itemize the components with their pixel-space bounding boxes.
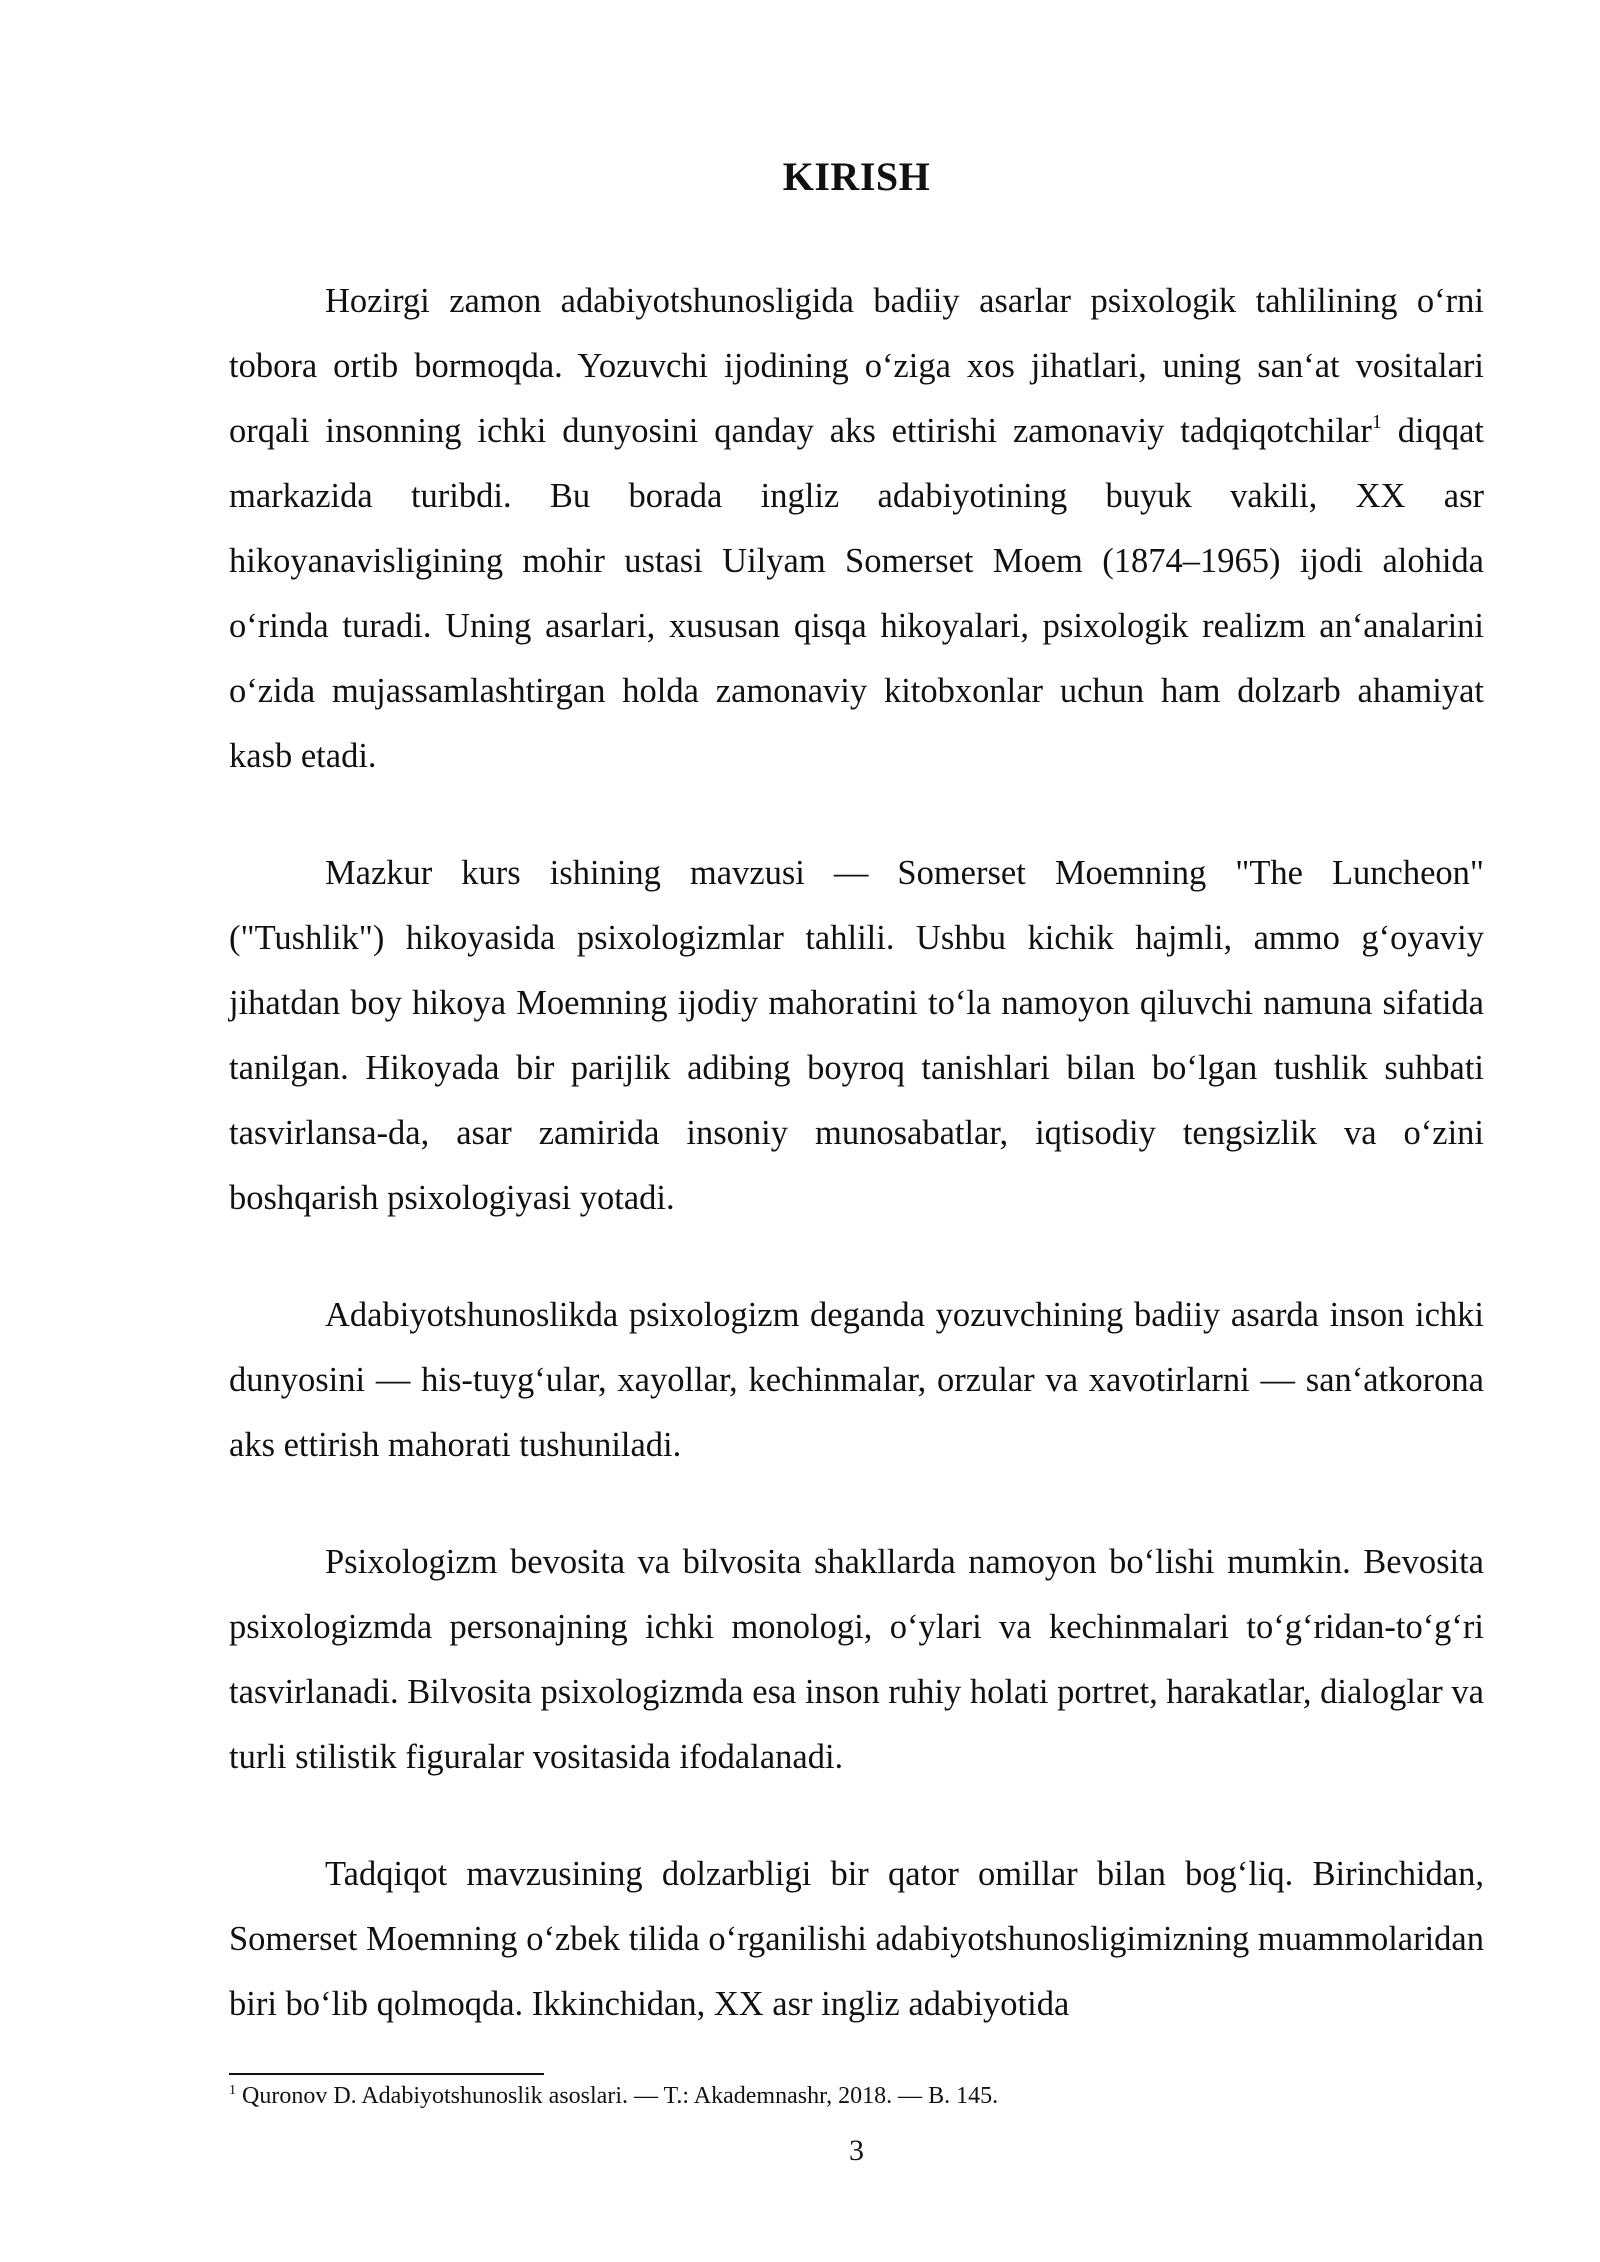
paragraph-1 xyxy=(229,269,1484,789)
paragraph-3: Adabiyotshunoslikda psixologizm deganda yozuvchining badiiy asarda inson ichki dunyosini — his-tuyg‘ular, xayollar, kechinmalar, orzular va xavotirlarni — san‘atkorona aks ettirish mahorati tushuniladi. xyxy=(229,1296,1484,1464)
paragraph-5: Tadqiqot mavzusining dolzarbligi bir qator omillar bilan bog‘liq. Birinchidan, Somerset Moemning o‘zbek tilida o‘rganilishi adabiyotshunosligimizning muammolaridan biri bo‘lib qolmoqda. Ikkinchidan, XX asr ingliz adabiyotida xyxy=(229,1855,1484,2023)
footnote-marker: 1 xyxy=(229,2083,236,2098)
footnote-text: Quronov D. Adabiyotshunoslik asoslari. — T.: Akademnashr, 2018. — B. 145. xyxy=(236,2083,999,2109)
body-text xyxy=(229,269,1484,2089)
paragraph-1-text-after: diqqat markazida turibdi. Bu borada ingliz adabiyotining buyuk vakili, XX asr hikoyanavisligining mohir ustasi Uilyam Somerset Moem (1874–1965) ijodi alohida o‘rinda turadi. Uning asarlari, xususan qisqa hikoyalari, psixologik realizm an‘analarini o‘zida mujassamlashtirgan holda zamonaviy kitobxonlar uchun ham dolzarb ahamiyat kasb etadi. xyxy=(229,412,1484,775)
paragraph-1-text-before: Hozirgi zamon adabiyotshunosligida badiiy asarlar psixologik tahlilining o‘rni tobora ortib bormoqda. Yozuvchi ijodining o‘ziga xos jihatlari, uning san‘at vositalari orqali insonning ichki dunyosini qanday aks ettirishi zamonaviy tadqiqotchilar xyxy=(229,282,1484,450)
page-number: 3 xyxy=(849,2134,864,2167)
paragraph-2: Mazkur kurs ishining mavzusi — Somerset Moemning "The Luncheon" ("Tushlik") hikoyasida psixologizmlar tahlili. Ushbu kichik hajmli, ammo g‘oyaviy jihatdan boy hikoya Moemning ijodiy mahoratini to‘la namoyon qiluvchi namuna sifatida tanilgan. Hikoyada bir parijlik adibing boyroq tanishlari bilan bo‘lgan tushlik suhbati tasvirlansa-da, asar zamirida insoniy munosabatlar, iqtisodiy tengsizlik va o‘zini boshqarish psixologiyasi yotadi. xyxy=(229,854,1484,1217)
paragraph-4: Psixologizm bevosita va bilvosita shakllarda namoyon bo‘lishi mumkin. Bevosita psixologizmda personajning ichki monologi, o‘ylari va kechinmalari to‘g‘ridan-to‘g‘ri tasvirlanadi. Bilvosita psixologizmda esa inson ruhiy holati portret, harakatlar, dialoglar va turli stilistik figuralar vositasida ifodalanadi. xyxy=(229,1543,1484,1776)
footnote-separator xyxy=(229,2073,544,2075)
footnote-reference: 1 xyxy=(1371,411,1382,433)
footnote xyxy=(229,2081,1484,2111)
section-title: KIRISH xyxy=(782,154,931,199)
